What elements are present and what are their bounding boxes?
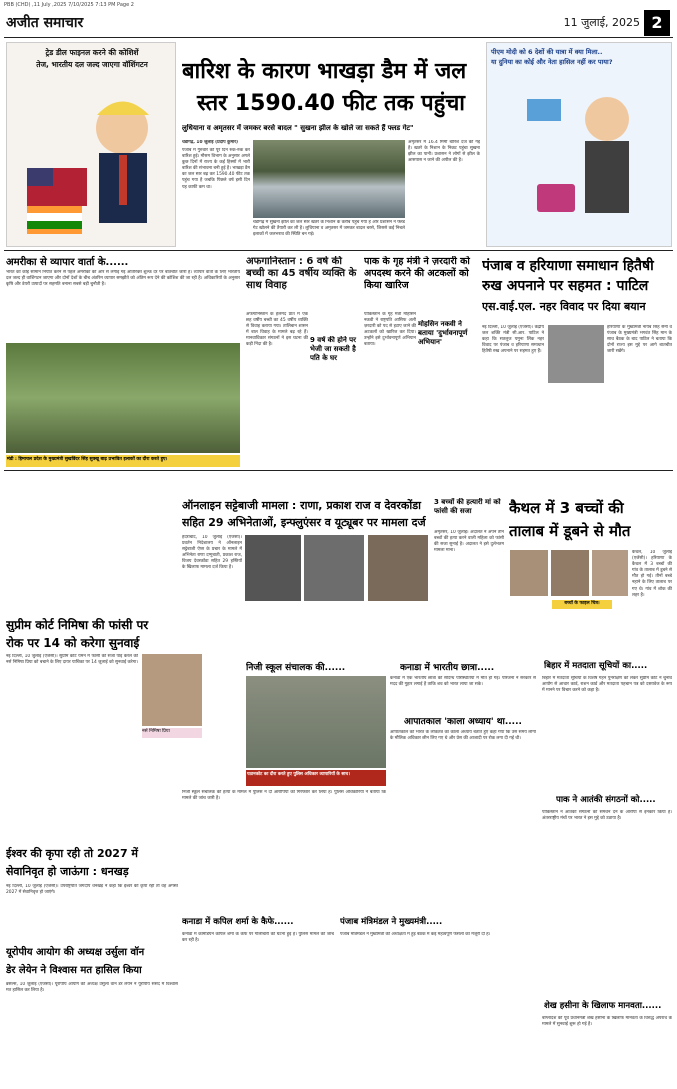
story-headline: सेवानिवृत हो जाऊंगा : धनखड़ bbox=[6, 865, 129, 878]
modi-cartoon bbox=[486, 42, 672, 247]
cartoon-caption: या दुनिया का कोई और नेता हासिल नहीं कर पाया? bbox=[491, 58, 613, 66]
story-headline: बिहार में मतदाता सूचियों का..... bbox=[544, 661, 648, 671]
story-body: नई दिल्ली, 10 जुलाई (एजेंसी)। सुप्रीम कोर्ट यमन में फांसी की सजा पाई केरल की नर्स निमिषा प्रिया को बचाने के लिए दायर याचिका पर 14 जुलाई को सुनवाई करेगा। bbox=[6, 654, 138, 666]
story-headline: कनाडा में कपिल शर्मा के कैफे...... bbox=[182, 917, 294, 927]
lead-subheadline: लुधियाना व अमृतसर में जमकर बरसे बादल " सुखना झील के खोले जा सकते हैं फ्लड गेट" bbox=[182, 124, 414, 132]
pull-quote: मोहसिन नकवी ने बताया 'दुर्भावनापूर्ण अभियान' bbox=[418, 320, 468, 346]
story-headline: एस.वाई.एल. नहर विवाद पर दिया बयान bbox=[482, 300, 646, 313]
story-headline: सहित 29 अभिनेताओं, इन्फ्लुएंसर व यूट्यूबर पर मामला दर्ज bbox=[182, 516, 426, 529]
story-body: पंजाब मंत्रिमंडल ने मुख्यमंत्री की अध्यक्षता में हुई बैठक में कई महत्वपूर्ण फैसलों को मंजूरी दी है। bbox=[340, 932, 491, 937]
story-headline: शेख हसीना के खिलाफ मानवता...... bbox=[544, 1001, 662, 1011]
lead-headline: बारिश के कारण भाखड़ा डैम में जल bbox=[182, 59, 467, 84]
story-headline: रोक पर 14 को करेगा सुनवाई bbox=[6, 636, 140, 650]
actor-photo bbox=[245, 535, 301, 601]
story-headline: पाक के गृह मंत्री ने ज़रदारी को अपदस्थ करने की अटकलों को किया खारिज bbox=[364, 256, 470, 291]
photo-caption: मंडी : हिमाचल प्रदेश के मुख्यमंत्री सुखविंदर सिंह सुक्खू बाढ़ प्रभावित इलाकों का दौरा करते हुए। bbox=[6, 455, 240, 467]
story-headline: रुख अपनाने पर सहमत : पाटिल bbox=[482, 278, 649, 294]
story-headline: पाक ने आतंकी संगठनों को..... bbox=[556, 795, 656, 805]
story-body: बांग्लादेश की पूर्व प्रधानमंत्री शेख हसीना के खिलाफ मानवता के विरुद्ध अपराध के मामले में सुनवाई शुरू हो गई है। bbox=[542, 1016, 672, 1028]
cartoon-illustration bbox=[487, 69, 672, 247]
cm-visit-photo bbox=[6, 343, 240, 453]
story-body: पाकिस्तान ने आतंकी संगठनों को समर्थन देने के आरोपों से इनकार किया है। अंतरराष्ट्रीय मंचों पर भारत ने इस मुद्दे को उठाया है। bbox=[542, 810, 672, 822]
story-body: हैदराबाद, 10 जुलाई (एजेंसी)। प्रवर्तन निदेशालय ने ऑनलाइन सट्टेबाजी ऐप्स के प्रचार के मामले में अभिनेता राणा दग्गुबाती, प्रकाश राज, विजय देवरकोंडा सहित 29 हस्तियों के खिलाफ मामला दर्ज किया है। bbox=[182, 535, 242, 571]
story-body: आपातकाल को भारत के लोकतंत्र का काला अध्याय बताते हुए कहा गया कि उस समय लोगों के मौलिक अधिकार छीन लिए गए थे और प्रेस की आजादी पर रोक लगा दी गई थी। bbox=[390, 730, 536, 742]
story-body: भारत को कोई सामान निर्यात करने से पहले अमरीका की ओर से लगाई गई अतिरिक्त शुल्क दर पर बातचीत जारी है। व्यापार वार्ता के लिए भारतीय दल जल्द ही वाशिंगटन जाएगा और दोनों देशों के बीच अंतरिम व्यापार समझौते को अंतिम रूप देने की कोशिश की जा रही है। अधिकारियों के अनुसार कृषि और डेयरी उत्पादों पर सहमति बनाना सबसे बड़ी चुनौती है। bbox=[6, 270, 240, 288]
story-body: बिहार में मतदाता सूचियों के विशेष गहन पुनरीक्षण को लेकर सुप्रीम कोर्ट ने चुनाव आयोग से आधार कार्ड, राशन कार्ड और मतदाता पहचान पत्र को दस्तावेज के रूप में मानने पर विचार करने को कहा है। bbox=[542, 676, 672, 694]
story-body: पाकिस्तान के गृह मंत्री मोहसिन नकवी ने राष्ट्रपति आसिफ अली ज़रदारी को पद से हटाए जाने की अटकलों को खारिज कर दिया। उन्होंने इसे दुर्भावनापूर्ण अभियान बताया। bbox=[364, 312, 416, 348]
cartoon-illustration bbox=[7, 73, 176, 247]
story-headline: ऑनलाइन सट्टेबाजी मामला : राणा, प्रकाश राज व देवरकोंडा bbox=[182, 499, 421, 512]
story-headline: यूरोपीय आयोग की अध्यक्ष उर्सुला वॉन bbox=[6, 947, 145, 958]
child-photo bbox=[510, 550, 548, 596]
story-headline: आपातकाल 'काला अध्याय' था..... bbox=[404, 717, 522, 727]
story-body: अमृतसर, 10 जुलाई। अदालत ने अपने तीन बच्चों की हत्या करने वाली महिला को फांसी की सजा सुनाई है। अदालत ने इसे दुर्लभतम मामला माना। bbox=[434, 530, 504, 554]
story-headline: डेर लेयेन ने विश्वास मत हासिल किया bbox=[6, 965, 142, 976]
story-headline: सुप्रीम कोर्ट निमिषा की फांसी पर bbox=[6, 618, 149, 632]
trump-cartoon bbox=[6, 42, 176, 247]
story-headline: तालाब में डूबने से मौत bbox=[509, 522, 631, 540]
lead-headline-line2: स्तर 1590.40 फीट तक पहुंचा bbox=[197, 91, 465, 116]
cartoon-caption: ट्रेड डील फाइनल करने की कोशिशें bbox=[45, 48, 139, 57]
nurse-photo bbox=[142, 654, 202, 726]
actor-photo bbox=[304, 535, 364, 601]
story-body: निजी स्कूल संचालक की हत्या के मामले में पुलिस ने दो आरोपियों को गिरफ्तार कर लिया है। पुलिस अधिकारियों ने बताया कि मामले की जांच जारी है। bbox=[182, 790, 386, 802]
story-body: ब्रसेल्स, 10 जुलाई (एजेंसी)। यूरोपीय आयोग की अध्यक्ष उर्सुला वॉन डेर लेयेन ने यूरोपीय संसद में विश्वास मत हासिल कर लिया है। bbox=[6, 982, 178, 994]
child-photo bbox=[551, 550, 589, 596]
cartoon-caption: पीएम मोदी को 6 देशों की यात्रा में क्या मिला.. bbox=[491, 48, 603, 56]
masthead-name: अजीत समाचार bbox=[6, 15, 84, 31]
lead-body-col3: अमृतसर में 16.4 मिमी बारिश दर्ज की गई है। खतरे के निशान के निकट पहुंचा सुखना झील का पानी। प्रशासन ने लोगों से झील के आसपास न जाने की अपील की है। bbox=[408, 140, 480, 164]
story-body: कनाडा में एक भारतीय छात्रा की संदिग्ध परिस्थितियों में मौत हो गई। परिजनों ने सरकार से मदद की गुहार लगाई है ताकि शव को भारत लाया जा सके। bbox=[390, 676, 536, 688]
story-headline: ईश्वर की कृपा रही तो 2027 में bbox=[6, 847, 139, 860]
cartoon-caption: तेज, भारतीय दल जल्द जाएगा वॉशिंगटन bbox=[36, 60, 148, 69]
story-headline: निजी स्कूल संचालक की...... bbox=[246, 663, 346, 673]
masthead-date: 11 जुलाई, 2025 bbox=[563, 16, 640, 29]
lead-byline: चंडीगढ़, 10 जुलाई (प्रदीप कुमार) bbox=[182, 140, 239, 145]
story-body: नई दिल्ली, 10 जुलाई (एजेंसी)। उपराष्ट्रपति जगदीप धनखड़ ने कहा कि ईश्वर की कृपा रही तो वह अगस्त 2027 में सेवानिवृत्त हो जाएंगे। bbox=[6, 884, 178, 896]
story-headline: अमरीका से व्यापार वार्ता के...... bbox=[6, 257, 129, 268]
print-slug: PBB (CHD) ,11 July ,2025 7/10/2025 7:13 PM Page 2 bbox=[4, 2, 134, 8]
minister-photo bbox=[548, 325, 604, 383]
dam-photo bbox=[253, 140, 405, 218]
story-body: हरियाणा के मुख्यमंत्री नायब सिंह सैनी व पंजाब के मुख्यमंत्री भगवंत सिंह मान के साथ बैठक के बाद पाटिल ने बताया कि दोनों राज्य इस मुद्दे पर आगे बातचीत जारी रखेंगे। bbox=[607, 325, 672, 355]
story-headline: पंजाब व हरियाणा समाधान हितैषी bbox=[482, 258, 654, 274]
photo-caption: नर्स निमिषा प्रिया bbox=[142, 728, 202, 738]
story-headline: कैथल में 3 बच्चों की bbox=[509, 499, 624, 517]
photo-caption: पठानकोट का दौरा करते हुए पुलिस अधिकार व्यापारियों के साथ। bbox=[246, 770, 386, 786]
lead-body-col2: चंडीगढ़ में सुखना झील का जल स्तर खतरे के निशान के करीब पहुंच गया है और प्रशासन ने फ्लड गेट खोलने की तैयारी कर ली है। लुधियाना व अमृतसर में जमकर बादल बरसे, जिससे कई निचले इलाकों में जलभराव की स्थिति बन गई। bbox=[253, 220, 405, 238]
story-headline: अफगानिस्तान : 6 वर्ष की बच्ची का 45 वर्षीय व्यक्ति के साथ विवाह bbox=[246, 256, 357, 291]
story-headline: पंजाब मंत्रिमंडल ने मुख्यमंत्री..... bbox=[340, 917, 443, 927]
story-body: अफगानिस्तान के हेलमंद प्रांत में एक छह वर्षीय बच्ची का 45 वर्षीय व्यक्ति से विवाह कराया गया। तालिबान शासन में बाल विवाह के मामले बढ़ रहे हैं। मानवाधिकार संगठनों ने इस घटना की कड़ी निंदा की है। bbox=[246, 312, 308, 348]
pull-quote: 9 वर्ष की होने पर भेजी जा सकती है पति के घर bbox=[310, 336, 356, 362]
story-body: कनाडा में कॉमेडियन कपिल शर्मा के कैफे पर गोलीबारी की घटना हुई है। पुलिस मामले की जांच कर रही है। bbox=[182, 932, 334, 944]
story-body: कैथल, 10 जुलाई (एजेंसी)। हरियाणा के कैथल में 3 बच्चों की गांव के तालाब में डूबने से मौत हो गई। तीनों बच्चे नहाने के लिए तालाब पर गए थे। गांव में शोक की लहर है। bbox=[632, 550, 672, 598]
story-body: नई दिल्ली, 10 जुलाई (एजेंसी)। केंद्रीय जल शक्ति मंत्री सी.आर. पाटिल ने कहा कि सतलुज यमुना लिंक नहर विवाद पर पंजाब व हरियाणा समाधान हितैषी रुख अपनाने पर सहमत हुए हैं। bbox=[482, 325, 544, 355]
story-headline: 3 बच्चों की हत्यारी मां को फांसी की सजा bbox=[434, 498, 501, 515]
actor-photo bbox=[368, 535, 428, 601]
page-number: 2 bbox=[644, 10, 670, 36]
photo-caption: बच्चों के फाइल चित्र। bbox=[552, 600, 612, 609]
lead-body-col1: पंजाब में गुरुवार को पूरे दिन रुक-रुक कर बारिश हुई। मौसम विभाग के अनुसार अगले कुछ दिनों में राज्य के कई हिस्सों में भारी बारिश की संभावना बनी हुई है। भाखड़ा डैम का जल स्तर बढ़ कर 1590.40 फीट तक पहुंच गया है जबकि पिछले वर्ष इसी दिन यह काफी कम था। bbox=[182, 148, 250, 190]
police-photo bbox=[246, 676, 386, 768]
child-photo bbox=[592, 550, 628, 596]
story-headline: कनाडा में भारतीय छात्रा..... bbox=[400, 663, 495, 673]
